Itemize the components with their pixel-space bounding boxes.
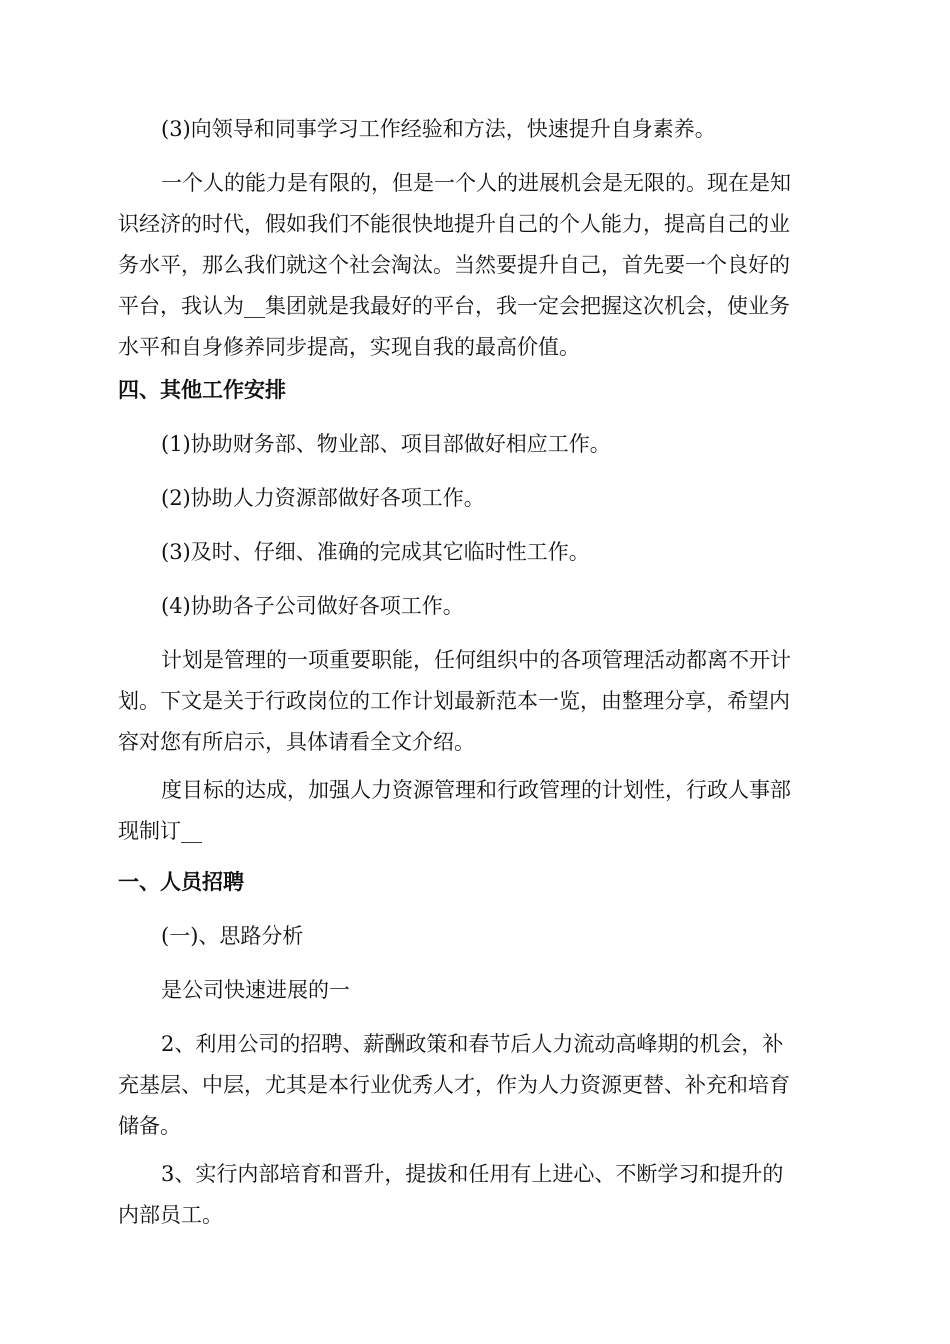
text-line: (1)协助财务部、物业部、项目部做好相应工作。 [161, 432, 611, 456]
text-line: (3)向领导和同事学习工作经验和方法，快速提升自身素养。 [161, 117, 716, 141]
list-item-assist-hr [118, 478, 832, 519]
paragraph-ability [118, 163, 832, 368]
text-line: (一)、思路分析 [161, 924, 304, 948]
list-item-learn [118, 109, 832, 150]
list-item-assist-subsidiary [118, 586, 832, 627]
text-line: 2、利用公司的招聘、薪酬政策和春节后人力流动高峰期的机会，补 [161, 1032, 784, 1056]
paragraph-item-3 [118, 1154, 832, 1236]
text-line: 3、实行内部培育和晋升，提拔和任用有上进心、不断学习和提升的 [161, 1162, 784, 1186]
paragraph-item-2 [118, 1024, 832, 1147]
text-line: 计划是管理的一项重要职能，任何组织中的各项管理活动都离不开计 [161, 648, 791, 672]
heading-text: 一、人员招聘 [118, 870, 244, 894]
text-line: 充基层、中层，尤其是本行业优秀人才，作为人力资源更替、补充和培育 [118, 1073, 790, 1097]
text-line: 是公司快速进展的一 [161, 978, 350, 1002]
text-line: 水平和自身修养同步提高，实现自我的最高价值。 [118, 335, 580, 359]
list-item-assist-finance [118, 424, 832, 465]
section-heading-other-work [118, 370, 832, 411]
text-line: (3)及时、仔细、准确的完成其它临时性工作。 [161, 540, 590, 564]
text-line: (4)协助各子公司做好各项工作。 [161, 594, 464, 618]
text-line: (2)协助人力资源部做好各项工作。 [161, 486, 485, 510]
subheading-analysis [118, 916, 832, 957]
paragraph-goal [118, 770, 832, 852]
section-heading-recruit [118, 862, 832, 903]
text-line: 容对您有所启示，具体请看全文介绍。 [118, 730, 475, 754]
paragraph-plan [118, 640, 832, 763]
text-line: 一个人的能力是有限的，但是一个人的进展机会是无限的。现在是知 [161, 171, 791, 195]
paragraph-company [118, 970, 832, 1011]
text-line: 识经济的时代，假如我们不能很快地提升自己的个人能力，提高自己的业 [118, 212, 790, 236]
text-line: 平台，我认为__集团就是我最好的平台，我一定会把握这次机会，使业务 [118, 294, 790, 318]
text-line: 划。下文是关于行政岗位的工作计划最新范本一览，由整理分享，希望内 [118, 689, 790, 713]
text-line: 储备。 [118, 1114, 181, 1138]
text-line: 内部员工。 [118, 1203, 223, 1227]
list-item-temp-work [118, 532, 832, 573]
text-line: 度目标的达成，加强人力资源管理和行政管理的计划性，行政人事部 [161, 778, 791, 802]
text-line: 现制订__ [118, 819, 202, 843]
text-line: 务水平，那么我们就这个社会淘汰。当然要提升自己，首先要一个良好的 [118, 253, 790, 277]
heading-text: 四、其他工作安排 [118, 378, 286, 402]
